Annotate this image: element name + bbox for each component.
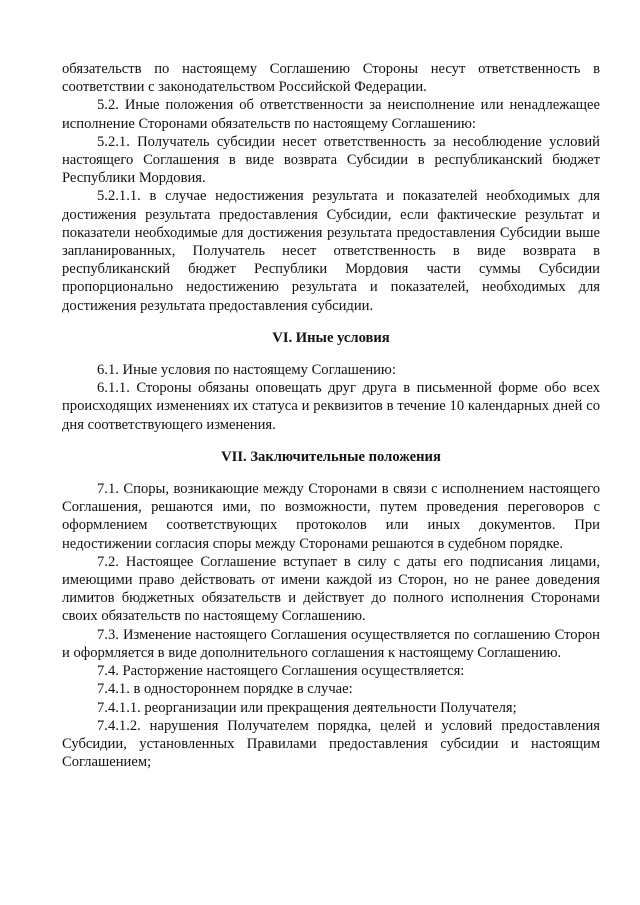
paragraph-7-2: 7.2. Настоящее Соглашение вступает в силу с даты его подписания лицами, имеющими право действовать от имени каждой из Сторон, но не ранее доведения лимитов бюджетных обязательств и действует до полного исполнения Сторонами своих обязательств по настоящему Соглашению.	[62, 553, 600, 625]
paragraph-7-4-1-1: 7.4.1.1. реорганизации или прекращения деятельности Получателя;	[97, 699, 517, 716]
section-heading-7: VII. Заключительные положения	[221, 448, 441, 465]
paragraph-intro: обязательств по настоящему Соглашению Стороны несут ответственность в соответствии с законодательством Российской Федерации.	[62, 61, 600, 96]
section-heading-6: VI. Иные условия	[272, 329, 390, 346]
paragraph-5-2-1-1: 5.2.1.1. в случае недостижения результата и показателей необходимых для достижения результата предоставления Субсидии, если фактические результат и показатели необходимые для достижения результата предоставления Субсидии выше запланированных, Получатель несет ответственность в виде возврата в республиканский бюджет Республики Мордовия части суммы Субсидии пропорционально недостижению результата и показателей, необходимых для достижения результата предоставления субсидии.	[62, 188, 600, 314]
paragraph-6-1-1: 6.1.1. Стороны обязаны оповещать друг друга в письменной форме обо всех происходящих изменениях их статуса и реквизитов в течение 10 календарных дней со дня соответствующего изменения.	[62, 380, 600, 433]
paragraph-7-4-1-2: 7.4.1.2. нарушения Получателем порядка, целей и условий предоставления Субсидии, установленных Правилами предоставления субсидии и настоящим Соглашением;	[62, 717, 600, 771]
paragraph-7-4: 7.4. Расторжение настоящего Соглашения осуществляется:	[97, 663, 465, 680]
document-page	[62, 60, 600, 771]
paragraph-5-2-1: 5.2.1. Получатель субсидии несет ответственность за несоблюдение условий настоящего Соглашения в виде возврата Субсидии в республиканский бюджет Республики Мордовия.	[62, 133, 600, 187]
paragraph-5-2: 5.2. Иные положения об ответственности за неисполнение или ненадлежащее исполнение Сторонами обязательств по настоящему Соглашению:	[62, 97, 600, 132]
paragraph-7-3: 7.3. Изменение настоящего Соглашения осуществляется по соглашению Сторон и оформляется в виде дополнительного соглашения к настоящему Соглашению.	[62, 626, 600, 661]
paragraph-7-4-1: 7.4.1. в одностороннем порядке в случае:	[97, 681, 353, 698]
paragraph-6-1: 6.1. Иные условия по настоящему Соглашению:	[97, 362, 396, 379]
paragraph-7-1: 7.1. Споры, возникающие между Сторонами в связи с исполнением настоящего Соглашения, решаются ими, по возможности, путем проведения переговоров с оформлением соответствующих протоколов или иных документов. При недостижении согласия споры между Сторонами решаются в судебном порядке.	[62, 481, 600, 552]
